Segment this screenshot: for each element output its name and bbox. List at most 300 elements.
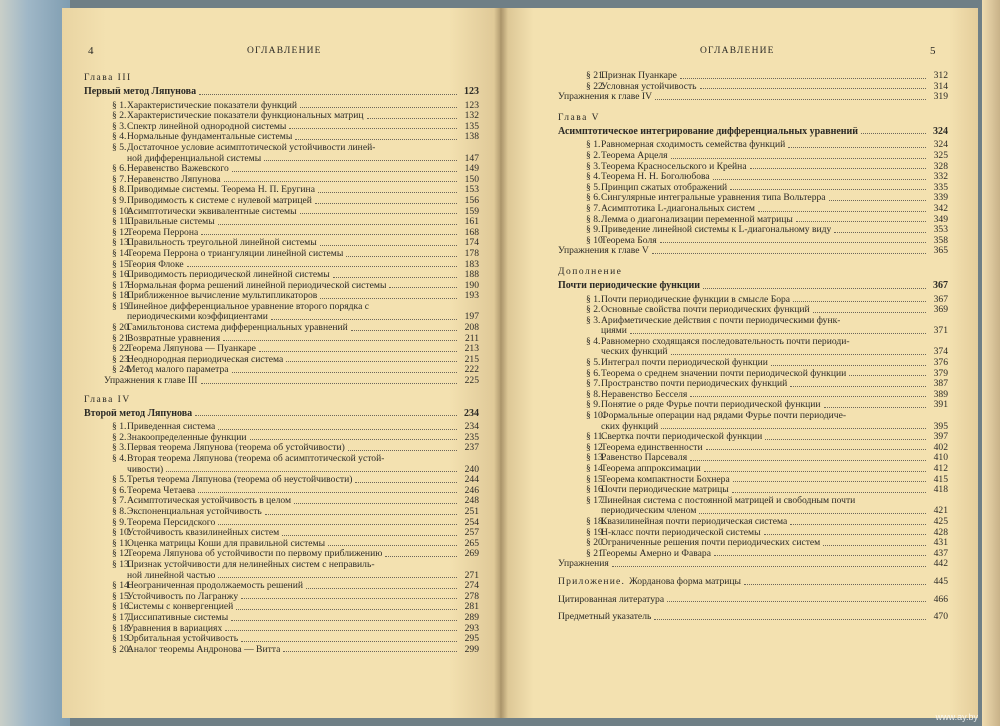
entry-title: Асимптотическое интегрирование дифференциальных уравнений — [558, 126, 859, 137]
dot-leader — [218, 577, 457, 578]
dot-leader — [661, 428, 926, 429]
toc-line — [84, 549, 479, 560]
entry-title: Неоднородная периодическая система — [127, 354, 284, 365]
entry-title: циями — [601, 326, 627, 337]
section-number: § 8. — [112, 505, 127, 517]
entry-title: Признак устойчивости для нелинейных систем с неправиль- — [127, 559, 375, 570]
entry-title: Уравнения в вариациях — [127, 623, 223, 634]
entry-title: Сингулярные интегральные уравнения типа Вольтерра — [601, 193, 826, 204]
entry-title: Теорема Ляпунова — Пуанкаре — [127, 344, 256, 355]
section-number: § 7. — [586, 202, 601, 214]
toc-line — [558, 305, 948, 316]
dot-leader — [199, 94, 457, 95]
entry-title: Нормальная форма решений линейной периодической системы — [127, 280, 387, 291]
section-number: § 13. — [586, 452, 606, 464]
toc-line — [84, 645, 479, 656]
page-ref: 235 — [464, 431, 479, 443]
toc-line — [84, 355, 479, 366]
section-number: § 21. — [586, 547, 606, 559]
toc-entry — [558, 475, 948, 486]
section-number: § 1. — [586, 293, 601, 305]
entry-title: Равномерно сходящаяся последовательность почти периоди- — [601, 336, 850, 347]
dot-leader — [271, 319, 457, 320]
entry-title: Линейное дифференциальное уравнение второго порядка с — [127, 301, 369, 312]
page-ref: 289 — [464, 611, 479, 623]
section-number: § 16. — [112, 601, 132, 613]
entry-title: Теорема компактности Бохнера — [601, 474, 730, 485]
toc-entry — [558, 379, 948, 390]
section-number: § 22. — [112, 343, 132, 355]
entry-title: Приводимость к системе с нулевой матрицей — [127, 195, 312, 206]
chapter-label: Глава IV — [84, 394, 131, 405]
page-ref: 328 — [933, 160, 948, 172]
entry-title: Оценка матрицы Коши для правильной системы — [127, 538, 326, 549]
page-ref: 314 — [933, 80, 948, 92]
dot-leader — [788, 147, 926, 148]
section-number: § 21. — [112, 332, 132, 344]
toc-line — [558, 411, 948, 422]
page-ref: 147 — [464, 152, 479, 164]
toc-line — [84, 185, 479, 196]
page-ref: 246 — [464, 484, 479, 496]
toc-entry — [84, 645, 479, 656]
entry-title: Предметный указатель — [558, 612, 652, 623]
toc-line — [558, 204, 948, 215]
entry-title: Равенство Парсеваля — [601, 453, 688, 464]
chapter-label: Глава III — [84, 73, 132, 83]
section-number: § 2. — [586, 149, 601, 161]
page-ref: 418 — [933, 484, 948, 496]
entry-title: Теорема единственности — [601, 442, 703, 453]
toc-entry — [84, 560, 479, 581]
section-number: § 9. — [586, 224, 601, 236]
toc-entry — [84, 486, 479, 497]
toc-entry — [84, 344, 479, 355]
entry-title: Теория Флоке — [127, 259, 184, 270]
dot-leader — [706, 449, 926, 450]
toc-entry — [84, 249, 479, 260]
section-number: § 11. — [112, 216, 131, 228]
toc-line — [558, 326, 948, 337]
literature-entry — [558, 595, 948, 606]
toc-entry — [558, 71, 948, 82]
dot-leader — [758, 211, 926, 212]
entry-title: Упражнения к главе V — [558, 246, 649, 257]
toc-line — [558, 193, 948, 204]
entry-title: чивости) — [127, 464, 164, 475]
toc-entry — [84, 592, 479, 603]
toc-line — [84, 592, 479, 603]
toc-entry — [84, 355, 479, 366]
toc-left — [84, 65, 479, 655]
dot-leader — [241, 641, 457, 642]
entry-title: Ограниченные решения почти периодических систем — [601, 538, 821, 549]
entry-title: Формальные операции над рядами Фурье почти периодиче- — [601, 411, 847, 422]
entry-title: Правильные системы — [127, 217, 215, 228]
entry-title: Устойчивость квазилинейных систем — [127, 528, 280, 539]
toc-entry — [558, 369, 948, 380]
running-header: ОГЛАВЛЕНИЕ — [247, 46, 322, 56]
dot-leader — [224, 181, 457, 182]
page-ref: 335 — [933, 181, 948, 193]
section-number: § 3. — [112, 442, 127, 454]
section-number: § 1. — [586, 139, 601, 151]
section-number: § 16. — [586, 484, 606, 496]
toc-entry — [84, 132, 479, 143]
toc-line — [84, 507, 479, 518]
page-ref: 257 — [464, 527, 479, 539]
section-number: § 18. — [112, 622, 132, 634]
page-ref: 183 — [464, 258, 479, 270]
page-ref: 208 — [464, 322, 479, 334]
entry-title: ческих функций — [601, 347, 668, 358]
toc-entry — [558, 183, 948, 194]
page-ref: 244 — [464, 474, 479, 486]
entry-title: Интеграл почти периодической функции — [601, 358, 768, 369]
entry-title: Теорема Перрона о триангуляции линейной системы — [127, 248, 344, 259]
page-ref: 278 — [464, 590, 479, 602]
page-ref: 178 — [464, 247, 479, 259]
section-number: § 9. — [112, 194, 127, 206]
toc-entry — [558, 517, 948, 528]
entry-title: Теоремы Амерно и Фавара — [601, 548, 711, 559]
section-number: § 4. — [112, 131, 127, 143]
entry-title: Принцип сжатых отображений — [601, 182, 728, 193]
toc-entry — [558, 453, 948, 464]
toc-entry — [84, 164, 479, 175]
entry-title: Условная устойчивость — [601, 81, 697, 92]
entry-title: Первый метод Ляпунова — [84, 87, 197, 97]
appendix-entry — [558, 577, 948, 588]
toc-line — [84, 443, 479, 454]
dot-leader — [300, 107, 457, 108]
dot-leader — [385, 556, 457, 557]
dot-leader — [201, 234, 457, 235]
page-ref: 251 — [464, 505, 479, 517]
page-ref: 274 — [464, 580, 479, 592]
toc-line — [84, 270, 479, 281]
section-number: § 7. — [112, 173, 127, 185]
toc-entry — [558, 204, 948, 215]
page-ref: 369 — [933, 304, 948, 316]
entry-title: Упражнения — [558, 559, 609, 570]
page-ref: 123 — [464, 86, 479, 97]
section-number: § 19. — [112, 300, 132, 312]
toc-line — [558, 612, 948, 623]
section-number: § 11. — [112, 537, 131, 549]
dot-leader — [680, 78, 926, 79]
dot-leader — [166, 471, 457, 472]
dot-leader — [241, 598, 457, 599]
watermark: www.ay.by — [935, 712, 978, 722]
dot-leader — [389, 287, 457, 288]
entry-title: Системы с конвергенцией — [127, 602, 234, 613]
toc-line — [84, 634, 479, 645]
toc-line — [84, 207, 479, 218]
toc-entry — [84, 101, 479, 112]
section-number: § 4. — [112, 453, 127, 464]
toc-line — [84, 323, 479, 334]
dot-leader — [654, 619, 926, 620]
toc-entry — [84, 507, 479, 518]
dot-leader — [306, 588, 457, 589]
toc-line — [558, 496, 948, 507]
dot-leader — [223, 340, 457, 341]
dot-leader — [286, 361, 457, 362]
toc-line — [558, 295, 948, 306]
toc-entry — [558, 316, 948, 337]
page-ref: 168 — [464, 226, 479, 238]
page-ref: 437 — [933, 547, 948, 559]
section-number: § 13. — [112, 558, 132, 570]
section-number: § 15. — [112, 590, 132, 602]
dot-leader — [283, 651, 457, 652]
entry-title: Теорема Перрона — [127, 227, 199, 238]
toc-entry — [558, 172, 948, 183]
toc-line — [84, 409, 479, 420]
dot-leader — [333, 277, 457, 278]
dot-leader — [834, 232, 926, 233]
running-header: ОГЛАВЛЕНИЕ — [700, 46, 775, 56]
dot-leader — [796, 221, 926, 222]
dot-leader — [355, 482, 457, 483]
section-number: § 3. — [586, 160, 601, 172]
toc-line — [84, 624, 479, 635]
page-ref: 299 — [464, 643, 479, 655]
section-number: § 12. — [586, 441, 606, 453]
dot-leader — [351, 330, 457, 331]
toc-line — [84, 528, 479, 539]
toc-entry — [84, 433, 479, 444]
section-number: § 16. — [112, 269, 132, 281]
page-ref: 193 — [464, 290, 479, 302]
section-number: § 8. — [112, 184, 127, 196]
dot-leader — [218, 429, 457, 430]
dot-leader — [730, 189, 926, 190]
page-ref: 353 — [933, 224, 948, 236]
toc-line — [84, 486, 479, 497]
toc-entry — [84, 196, 479, 207]
toc-line — [84, 101, 479, 112]
entry-title: Знакоопределенные функции — [127, 432, 247, 443]
toc-entry — [84, 496, 479, 507]
entry-title: Неограниченная продолжаемость решений — [127, 581, 304, 592]
book-gutter — [494, 8, 508, 718]
page-ref: 442 — [933, 558, 948, 570]
toc-entry — [558, 140, 948, 151]
entry-title: Характеристические показатели функций — [127, 100, 298, 111]
page-ref: 281 — [464, 601, 479, 613]
entry-title: Упражнения к главе IV — [558, 92, 653, 103]
dot-leader — [320, 298, 457, 299]
dot-leader — [660, 242, 926, 243]
toc-entry — [558, 225, 948, 236]
toc-line — [558, 559, 948, 570]
page-ref: 365 — [933, 245, 948, 257]
page-ref: 425 — [933, 515, 948, 527]
section-number: § 5. — [586, 181, 601, 193]
toc-line — [558, 151, 948, 162]
dot-leader — [264, 160, 457, 161]
dot-leader — [829, 200, 926, 201]
page-ref: 391 — [933, 399, 948, 411]
page-ref: 445 — [933, 575, 948, 587]
toc-line — [84, 164, 479, 175]
toc-line — [558, 595, 948, 606]
page-ref: 339 — [933, 192, 948, 204]
book-cover-edge-right — [982, 0, 1000, 726]
dot-leader — [764, 534, 926, 535]
section-number: § 20. — [112, 322, 132, 334]
entry-title: периодическими коэффициентами — [127, 312, 268, 323]
dot-leader — [232, 171, 457, 172]
dot-leader — [250, 439, 457, 440]
page-ref: 332 — [933, 171, 948, 183]
dot-leader — [655, 99, 926, 100]
toc-line — [84, 196, 479, 207]
toc-line — [84, 291, 479, 302]
toc-entry — [84, 302, 479, 323]
entry-title: Диссипативные системы — [127, 612, 229, 623]
page-ref: 254 — [464, 516, 479, 528]
section-number: § 18. — [112, 290, 132, 302]
exercises-entry — [84, 376, 479, 387]
toc-line — [84, 560, 479, 571]
toc-entry — [84, 581, 479, 592]
page-ref: 325 — [933, 149, 948, 161]
entry-title: Метод малого параметра — [127, 365, 229, 376]
dot-leader — [295, 139, 457, 140]
entry-title: Почти периодические функции в смысле Бора — [601, 294, 791, 305]
dot-leader — [861, 133, 926, 134]
right-page — [500, 8, 978, 718]
toc-entry — [558, 390, 948, 401]
page-ref: 415 — [933, 473, 948, 485]
section-number: § 6. — [586, 367, 601, 379]
page-ref: 466 — [933, 593, 948, 605]
toc-line — [84, 302, 479, 313]
page-ref: 211 — [464, 332, 479, 344]
toc-line — [84, 365, 479, 376]
toc-entry — [558, 358, 948, 369]
toc-line — [558, 506, 948, 517]
section-number: § 6. — [112, 484, 127, 496]
entry-title: Устойчивость по Лагранжу — [127, 591, 239, 602]
entry-title: Лемма о диагонализации переменной матрицы — [601, 214, 793, 225]
chapter-title — [84, 409, 479, 420]
dot-leader — [346, 256, 457, 257]
section-number: § 2. — [586, 304, 601, 316]
dot-leader — [320, 245, 457, 246]
chapter-title — [558, 127, 948, 138]
section-number: § 4. — [586, 335, 601, 347]
dot-leader — [744, 584, 926, 585]
toc-entry — [84, 443, 479, 454]
section-number: § 9. — [112, 516, 127, 528]
section-number: § 14. — [112, 580, 132, 592]
page-ref: 138 — [464, 131, 479, 143]
dot-leader — [671, 158, 926, 159]
entry-title: Первая теорема Ляпунова (теорема об устойчивости) — [127, 443, 345, 454]
page-ref: 428 — [933, 526, 948, 538]
entry-title: Свертка почти периодической функции — [601, 432, 763, 443]
entry-title: Спектр линейной однородной системы — [127, 121, 287, 132]
entry-title: ной линейной частью — [127, 570, 216, 581]
dot-leader — [671, 354, 926, 355]
page-ref: 237 — [464, 442, 479, 454]
page-ref: 269 — [464, 548, 479, 560]
section-number: § 22. — [586, 80, 606, 92]
toc-entry — [84, 549, 479, 560]
entry-title: Пространство почти периодических функций — [601, 379, 788, 390]
page-ref: 188 — [464, 269, 479, 281]
toc-entry — [558, 305, 948, 316]
toc-entry — [558, 485, 948, 496]
dot-leader — [315, 203, 457, 204]
section-number: § 10. — [586, 234, 606, 246]
section-number: § 10. — [112, 205, 132, 217]
toc-line — [558, 443, 948, 454]
left-page — [62, 8, 502, 718]
dot-leader — [289, 128, 457, 129]
toc-line — [558, 127, 948, 138]
dot-leader — [824, 407, 926, 408]
page-ref: 410 — [933, 452, 948, 464]
section-number: § 21. — [586, 70, 606, 81]
chapter-label: Глава V — [558, 112, 601, 123]
page-ref: 197 — [464, 311, 479, 323]
toc-entry — [84, 518, 479, 529]
dot-leader — [733, 481, 926, 482]
page-ref: 367 — [933, 279, 948, 291]
toc-line — [558, 162, 948, 173]
toc-line — [84, 228, 479, 239]
chapter-label: Дополнение — [558, 266, 623, 277]
toc-line — [558, 400, 948, 411]
toc-entry — [84, 539, 479, 550]
toc-line — [84, 111, 479, 122]
entry-title: Нормальные фундаментальные системы — [127, 132, 293, 143]
page-ref: 387 — [933, 378, 948, 390]
page-ref: 234 — [464, 407, 479, 419]
book-cover-edge — [0, 0, 70, 726]
toc-entry — [558, 432, 948, 443]
toc-entry — [558, 337, 948, 358]
section-number: § 12. — [112, 226, 132, 238]
toc-line — [558, 337, 948, 348]
section-number: § 11. — [586, 431, 605, 443]
toc-entry — [84, 228, 479, 239]
toc-line — [84, 518, 479, 529]
entry-title: периодическим членом — [601, 506, 697, 517]
page-ref: 159 — [464, 205, 479, 217]
toc-line — [84, 475, 479, 486]
entry-title: H-класс почти периодической системы — [601, 527, 761, 538]
toc-line — [84, 154, 479, 165]
toc-line — [84, 143, 479, 154]
entry-title: Приводимые системы. Теорема Н. П. Еругина — [127, 185, 315, 196]
page-ref: 295 — [464, 633, 479, 645]
section-number: § 1. — [112, 421, 127, 433]
exercises-entry — [558, 559, 948, 570]
toc-entry — [84, 260, 479, 271]
dot-leader — [652, 253, 926, 254]
entry-title: Понятие о ряде Фурье почти периодической функции — [601, 400, 821, 411]
toc-line — [84, 539, 479, 550]
section-number: § 8. — [586, 388, 601, 400]
chapter-title — [558, 281, 948, 292]
section-number: § 15. — [112, 258, 132, 270]
